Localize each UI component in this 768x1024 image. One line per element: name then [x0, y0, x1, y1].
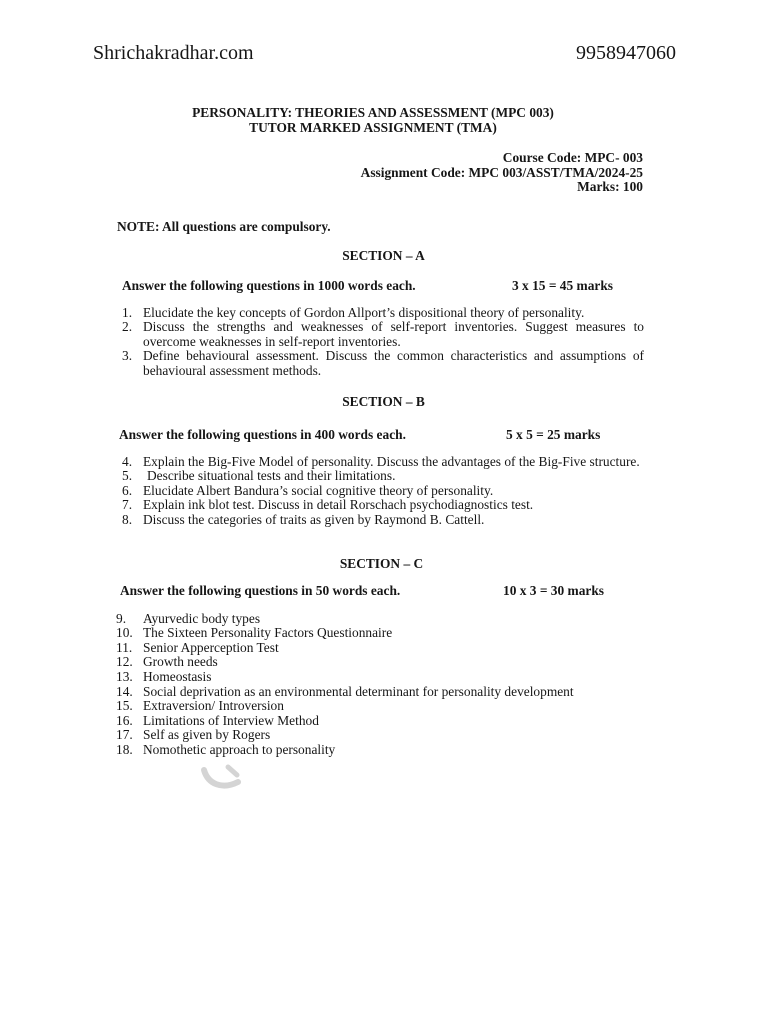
question-number: 16.	[116, 712, 133, 728]
question-text: Extraversion/ Introversion	[143, 698, 284, 714]
question-text: Discuss the strengths and weaknesses of self-report inventories. Suggest measures to	[143, 319, 644, 335]
question-item	[0, 655, 768, 670]
section-a-instruction: Answer the following questions in 1000 words each.	[122, 277, 416, 293]
question-item	[0, 484, 768, 499]
question-number: 12.	[116, 654, 133, 670]
question-item	[0, 699, 768, 714]
question-item	[0, 670, 768, 685]
question-number: 14.	[116, 683, 133, 699]
section-b-instruction: Answer the following questions in 400 words each.	[119, 426, 406, 442]
question-item	[0, 728, 768, 743]
question-item	[0, 685, 768, 700]
section-b-heading: SECTION – B	[342, 393, 425, 409]
question-number: 1.	[122, 304, 133, 320]
header-site-name: Shrichakradhar.com	[93, 42, 254, 64]
question-text: Self as given by Rogers	[143, 727, 271, 743]
section-c-marks: 10 x 3 = 30 marks	[503, 582, 604, 598]
question-item	[0, 513, 768, 528]
section-b-questions	[0, 455, 768, 528]
question-text: Discuss the categories of traits as given by Raymond B. Cattell.	[143, 512, 485, 528]
question-text: Nomothetic approach to personality	[143, 742, 336, 758]
document-subtitle: TUTOR MARKED ASSIGNMENT (TMA)	[249, 119, 497, 135]
question-number: 9.	[116, 610, 127, 626]
question-item	[0, 306, 768, 321]
question-text: Explain the Big-Five Model of personality. Discuss the advantages of the Big-Five structure.	[143, 453, 640, 469]
section-a-questions	[0, 306, 768, 379]
question-text-continued: behavioural assessment methods.	[143, 363, 322, 379]
section-c-heading: SECTION – C	[339, 555, 424, 571]
question-item	[0, 626, 768, 641]
question-item	[0, 349, 768, 378]
section-c-instruction: Answer the following questions in 50 words each.	[120, 582, 401, 598]
question-text: Explain ink blot test. Discuss in detail Rorschach psychodiagnostics test.	[143, 497, 534, 513]
section-a-marks: 3 x 15 = 45 marks	[512, 277, 613, 293]
question-item	[0, 455, 768, 470]
question-number: 4.	[122, 453, 133, 469]
question-item	[0, 498, 768, 513]
question-text: Elucidate the key concepts of Gordon Allport’s dispositional theory of personality.	[143, 304, 585, 320]
section-a-heading: SECTION – A	[342, 247, 425, 263]
question-number: 18.	[116, 742, 133, 758]
assignment-code: Assignment Code: MPC 003/ASST/TMA/2024-25	[360, 164, 643, 180]
question-item	[0, 714, 768, 729]
question-text: Define behavioural assessment. Discuss the common characteristics and assumptions of	[143, 348, 644, 364]
question-item	[0, 641, 768, 656]
question-text: Homeostasis	[143, 669, 212, 685]
question-number: 15.	[116, 698, 133, 714]
question-number: 7.	[122, 497, 133, 513]
section-b-marks: 5 x 5 = 25 marks	[506, 426, 601, 442]
course-code: Course Code: MPC- 003	[502, 149, 643, 165]
question-number: 5.	[122, 468, 133, 484]
question-number: 10.	[116, 625, 133, 641]
question-text: Elucidate Albert Bandura’s social cognitive theory of personality.	[143, 482, 494, 498]
note: NOTE: All questions are compulsory.	[117, 218, 331, 234]
header-phone-number: 9958947060	[576, 42, 676, 64]
watermark-fragment	[198, 762, 246, 796]
question-number: 6.	[122, 482, 133, 498]
total-marks: Marks: 100	[577, 178, 643, 194]
question-number: 11.	[116, 639, 133, 655]
question-text: Describe situational tests and their limitations.	[147, 468, 396, 484]
question-text: Social deprivation as an environmental determinant for personality development	[143, 683, 574, 699]
document-title: PERSONALITY: THEORIES AND ASSESSMENT (MPC 003)	[192, 104, 554, 120]
question-item	[0, 612, 768, 627]
question-text: The Sixteen Personality Factors Questionnaire	[143, 625, 393, 641]
question-number: 3.	[122, 348, 133, 364]
question-text: Growth needs	[143, 654, 218, 670]
question-item	[0, 320, 768, 349]
question-text: Senior Apperception Test	[143, 639, 279, 655]
question-item	[0, 743, 768, 758]
question-item	[0, 469, 768, 484]
question-text: Ayurvedic body types	[143, 610, 261, 626]
question-number: 8.	[122, 512, 133, 528]
question-text: Limitations of Interview Method	[143, 712, 319, 728]
question-number: 13.	[116, 669, 133, 685]
section-c-questions	[0, 612, 768, 758]
question-number: 17.	[116, 727, 133, 743]
question-number: 2.	[122, 319, 133, 335]
question-text-continued: overcome weaknesses in self-report inventories.	[143, 333, 401, 349]
